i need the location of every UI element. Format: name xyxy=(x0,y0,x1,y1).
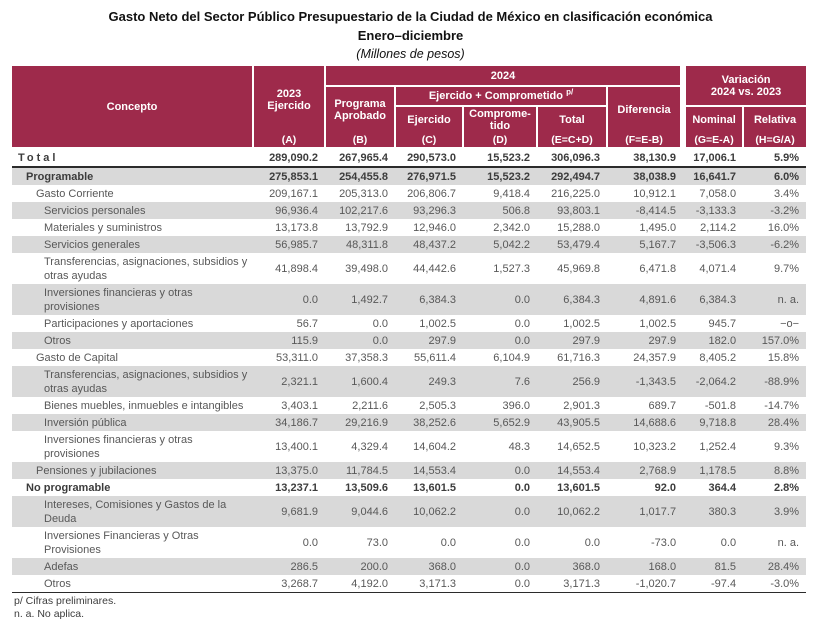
cell-relativa: 9.3% xyxy=(774,440,800,453)
row-label: Programable xyxy=(12,167,253,185)
cell-total: 10,062.2 xyxy=(537,496,607,527)
preliminary-superscript: p/ xyxy=(566,87,574,97)
cell-relativa: 28.4% xyxy=(743,414,806,431)
header-2023-ejercido: 2023 Ejercido xyxy=(253,66,325,133)
cell-nominal: 4,071.4 xyxy=(699,262,737,275)
letter-h: (H=G/A) xyxy=(743,133,806,148)
cell-diferencia: 689.7 xyxy=(648,399,677,412)
table-row xyxy=(12,219,806,236)
cell-programa-aprobado: 13,792.9 xyxy=(345,221,388,234)
cell-comprometido: 396.0 xyxy=(502,399,530,412)
row-label: Intereses, Comisiones y Gastos de la Deuda xyxy=(12,496,253,527)
cell-ejercido: 13,601.5 xyxy=(413,481,456,494)
table-body xyxy=(12,148,806,593)
table-row xyxy=(12,332,806,349)
cell-programa-aprobado: 1,492.7 xyxy=(325,284,395,315)
cell-total: 61,716.3 xyxy=(557,351,600,364)
cell-programa-aprobado: 39,498.0 xyxy=(345,262,388,275)
cell-ejercido: 14,553.4 xyxy=(395,462,463,479)
header-group-2024: 2024 xyxy=(325,66,683,86)
table-row xyxy=(12,558,806,575)
header-programa-aprobado: Programa Aprobado xyxy=(325,86,395,133)
cell-2023-ejercido: 13,237.1 xyxy=(275,481,318,494)
cell-nominal: -3,506.3 xyxy=(683,236,743,253)
cell-diferencia: 10,323.2 xyxy=(633,440,677,453)
cell-nominal: 0.0 xyxy=(720,536,737,549)
cell-diferencia: 6,471.8 xyxy=(639,262,677,275)
cell-comprometido: 0.0 xyxy=(463,496,537,527)
cell-programa-aprobado: 0.0 xyxy=(325,332,395,349)
table-row xyxy=(12,236,806,253)
footnote-preliminary: p/ Cifras preliminares. xyxy=(14,595,117,607)
cell-2023-ejercido: 209,167.1 xyxy=(269,187,318,200)
cell-relativa: -6.2% xyxy=(743,236,806,253)
cell-diferencia: 38,130.9 xyxy=(607,148,683,167)
report-title: Gasto Neto del Sector Público Presupuestario de la Ciudad de México en clasificación económica xyxy=(108,9,713,24)
cell-diferencia: 24,357.9 xyxy=(633,351,677,364)
report-units: (Millones de pesos) xyxy=(356,47,465,61)
header-relativa: Relativa xyxy=(743,106,806,133)
footnote-na: n. a. No aplica. xyxy=(14,608,85,620)
cell-programa-aprobado: 267,965.4 xyxy=(325,148,395,167)
cell-diferencia: 38,038.9 xyxy=(607,167,683,185)
cell-programa-aprobado: 254,455.8 xyxy=(325,167,395,185)
cell-2023-ejercido: 56,985.7 xyxy=(253,236,325,253)
cell-total: 43,905.5 xyxy=(537,414,607,431)
cell-comprometido: 0.0 xyxy=(514,317,530,330)
cell-2023-ejercido: 2,321.1 xyxy=(253,366,325,397)
row-label: Otros xyxy=(12,575,253,593)
cell-total: 256.9 xyxy=(537,366,607,397)
cell-2023-ejercido: 13,375.0 xyxy=(253,462,325,479)
cell-nominal: -2,064.2 xyxy=(683,366,743,397)
cell-2023-ejercido: 275,853.1 xyxy=(253,167,325,185)
cell-relativa: 3.9% xyxy=(743,496,806,527)
cell-programa-aprobado: 4,192.0 xyxy=(325,575,395,593)
cell-diferencia: 168.0 xyxy=(607,558,683,575)
cell-relativa: 15.8% xyxy=(767,351,800,364)
cell-ejercido: 10,062.2 xyxy=(395,496,463,527)
cell-comprometido: 7.6 xyxy=(463,366,537,397)
table-row xyxy=(12,431,806,462)
row-label: Servicios generales xyxy=(12,236,253,253)
header-group-ejercido-comprometido xyxy=(395,86,607,106)
cell-programa-aprobado: 13,509.6 xyxy=(345,481,388,494)
row-label: Bienes muebles, inmuebles e intangibles xyxy=(44,399,244,412)
report-period: Enero–diciembre xyxy=(357,28,464,43)
cell-total: 2,901.3 xyxy=(563,399,600,412)
cell-comprometido: 48.3 xyxy=(508,440,530,453)
budget-table xyxy=(12,66,806,593)
letter-d: (D) xyxy=(463,133,537,148)
cell-2023-ejercido: 9,681.9 xyxy=(253,496,325,527)
cell-2023-ejercido: 41,898.4 xyxy=(275,262,318,275)
table-row xyxy=(12,575,806,593)
letter-f: (F=E-B) xyxy=(607,133,683,148)
cell-relativa: n. a. xyxy=(777,536,800,549)
cell-relativa: -3.2% xyxy=(743,202,806,219)
row-label: Inversiones financieras y otras provisiones xyxy=(12,284,253,315)
cell-diferencia: -8,414.5 xyxy=(607,202,683,219)
cell-programa-aprobado: 1,600.4 xyxy=(325,366,395,397)
row-label: Inversiones financieras y otras provisiones xyxy=(44,433,193,460)
cell-ejercido: 249.3 xyxy=(395,366,463,397)
cell-ejercido: 93,296.3 xyxy=(395,202,463,219)
cell-ejercido: 38,252.6 xyxy=(395,414,463,431)
cell-diferencia: 4,891.6 xyxy=(607,284,683,315)
cell-diferencia: 14,688.6 xyxy=(607,414,683,431)
cell-total: 306,096.3 xyxy=(537,148,607,167)
cell-ejercido: 206,806.7 xyxy=(407,187,456,200)
cell-2023-ejercido: 289,090.2 xyxy=(253,148,325,167)
cell-comprometido: 15,523.2 xyxy=(463,148,537,167)
cell-ejercido: 14,604.2 xyxy=(413,440,456,453)
cell-nominal: 182.0 xyxy=(683,332,743,349)
row-label: Gasto Corriente xyxy=(36,187,114,200)
cell-relativa: 2.8% xyxy=(774,481,800,494)
cell-nominal: 17,006.1 xyxy=(683,148,743,167)
table-row xyxy=(12,148,806,167)
table-row xyxy=(12,185,806,202)
table-row xyxy=(12,284,806,315)
table-row xyxy=(12,366,806,397)
cell-programa-aprobado: 73.0 xyxy=(366,536,388,549)
cell-total: 368.0 xyxy=(537,558,607,575)
cell-relativa: -14.7% xyxy=(764,399,800,412)
cell-nominal: 1,178.5 xyxy=(683,462,743,479)
cell-programa-aprobado: 205,313.0 xyxy=(339,187,388,200)
cell-relativa: −o− xyxy=(780,317,800,330)
cell-nominal: 7,058.0 xyxy=(699,187,737,200)
cell-diferencia: 1,495.0 xyxy=(639,221,677,234)
ejercido-comprometido-label: Ejercido + Comprometido xyxy=(428,90,563,102)
cell-diferencia: -73.0 xyxy=(650,536,677,549)
cell-programa-aprobado: 48,311.8 xyxy=(325,236,395,253)
header-concepto: Concepto xyxy=(12,66,253,148)
cell-diferencia: 2,768.9 xyxy=(607,462,683,479)
variacion-line1: Variación xyxy=(721,73,771,86)
cell-ejercido: 1,002.5 xyxy=(419,317,456,330)
cell-2023-ejercido: 3,268.7 xyxy=(253,575,325,593)
table-row xyxy=(12,253,806,284)
cell-total: 297.9 xyxy=(537,332,607,349)
cell-comprometido: 0.0 xyxy=(514,536,530,549)
cell-programa-aprobado: 102,217.6 xyxy=(325,202,395,219)
title-block xyxy=(0,7,821,63)
table-row xyxy=(12,202,806,219)
cell-programa-aprobado: 4,329.4 xyxy=(351,440,388,453)
cell-2023-ejercido: 13,400.1 xyxy=(275,440,318,453)
cell-total: 93,803.1 xyxy=(537,202,607,219)
cell-relativa: 28.4% xyxy=(743,558,806,575)
cell-comprometido: 506.8 xyxy=(463,202,537,219)
row-label: Inversión pública xyxy=(12,414,253,431)
cell-total: 13,601.5 xyxy=(557,481,600,494)
row-label: Pensiones y jubilaciones xyxy=(12,462,253,479)
cell-ejercido: 6,384.3 xyxy=(395,284,463,315)
cell-ejercido: 0.0 xyxy=(440,536,456,549)
table-row xyxy=(12,349,806,366)
cell-total: 14,652.5 xyxy=(557,440,600,453)
cell-comprometido: 9,418.4 xyxy=(493,187,530,200)
cell-total: 53,479.4 xyxy=(537,236,607,253)
letter-g: (G=E-A) xyxy=(683,133,743,148)
variacion-line2: 2024 vs. 2023 xyxy=(710,85,782,98)
cell-diferencia: 92.0 xyxy=(654,481,677,494)
cell-total: 292,494.7 xyxy=(537,167,607,185)
cell-comprometido: 0.0 xyxy=(463,284,537,315)
cell-ejercido: 276,971.5 xyxy=(395,167,463,185)
row-label: Inversiones Financieras y Otras Provisiones xyxy=(44,529,199,556)
cell-ejercido: 297.9 xyxy=(395,332,463,349)
cell-2023-ejercido: 115.9 xyxy=(253,332,325,349)
cell-nominal: 81.5 xyxy=(683,558,743,575)
cell-total: 1,002.5 xyxy=(563,317,600,330)
cell-ejercido: 12,946.0 xyxy=(413,221,456,234)
cell-programa-aprobado: 2,211.6 xyxy=(352,399,388,412)
row-label: Servicios personales xyxy=(12,202,253,219)
cell-relativa: -3.0% xyxy=(743,575,806,593)
cell-total: 14,553.4 xyxy=(537,462,607,479)
table-header xyxy=(12,66,806,148)
cell-diferencia: 297.9 xyxy=(607,332,683,349)
cell-ejercido: 290,573.0 xyxy=(395,148,463,167)
row-label: Transferencias, asignaciones, subsidios y otras ayudas xyxy=(44,255,248,282)
cell-2023-ejercido: 53,311.0 xyxy=(275,351,318,364)
row-label: No programable xyxy=(26,481,111,494)
cell-diferencia: 5,167.7 xyxy=(607,236,683,253)
cell-nominal: -3,133.3 xyxy=(683,202,743,219)
cell-nominal: 2,114.2 xyxy=(700,221,737,234)
header-total: Total xyxy=(537,106,607,133)
cell-programa-aprobado: 9,044.6 xyxy=(325,496,395,527)
cell-2023-ejercido: 34,186.7 xyxy=(253,414,325,431)
cell-comprometido: 0.0 xyxy=(463,558,537,575)
cell-2023-ejercido: 56.7 xyxy=(296,317,318,330)
table-row xyxy=(12,414,806,431)
cell-2023-ejercido: 96,936.4 xyxy=(253,202,325,219)
cell-2023-ejercido: 3,403.1 xyxy=(281,399,318,412)
cell-relativa: 8.8% xyxy=(743,462,806,479)
cell-relativa: 3.4% xyxy=(774,187,800,200)
cell-programa-aprobado: 0.0 xyxy=(372,317,388,330)
cell-relativa: 5.9% xyxy=(743,148,806,167)
cell-diferencia: -1,343.5 xyxy=(607,366,683,397)
cell-diferencia: 10,912.1 xyxy=(633,187,677,200)
cell-nominal: 380.3 xyxy=(683,496,743,527)
cell-nominal: 945.7 xyxy=(708,317,737,330)
row-label: Participaciones y aportaciones xyxy=(44,317,194,330)
cell-nominal: 8,405.2 xyxy=(699,351,737,364)
cell-nominal: -501.8 xyxy=(704,399,737,412)
row-label: Adefas xyxy=(12,558,253,575)
table-row xyxy=(12,496,806,527)
row-label: Transferencias, asignaciones, subsidios y otras ayudas xyxy=(12,366,253,397)
cell-programa-aprobado: 37,358.3 xyxy=(345,351,388,364)
cell-total: 15,288.0 xyxy=(557,221,600,234)
cell-ejercido: 55,611.4 xyxy=(413,351,456,364)
cell-comprometido: 0.0 xyxy=(463,462,537,479)
cell-relativa: 6.0% xyxy=(743,167,806,185)
header-group-variacion xyxy=(683,66,806,106)
cell-diferencia: -1,020.7 xyxy=(607,575,683,593)
cell-nominal: 364.4 xyxy=(708,481,737,494)
cell-total: 6,384.3 xyxy=(537,284,607,315)
cell-programa-aprobado: 200.0 xyxy=(325,558,395,575)
cell-2023-ejercido: 0.0 xyxy=(302,536,318,549)
letter-c: (C) xyxy=(395,133,463,148)
letter-e: (E=C+D) xyxy=(537,133,607,148)
cell-total: 45,969.8 xyxy=(557,262,600,275)
cell-comprometido: 2,342.0 xyxy=(493,221,530,234)
cell-ejercido: 48,437.2 xyxy=(395,236,463,253)
table-row xyxy=(12,462,806,479)
cell-ejercido: 368.0 xyxy=(395,558,463,575)
row-label: Gasto de Capital xyxy=(36,351,118,364)
header-diferencia: Diferencia xyxy=(607,86,683,133)
cell-programa-aprobado: 29,216.9 xyxy=(325,414,395,431)
table-row xyxy=(12,397,806,414)
cell-comprometido: 0.0 xyxy=(463,575,537,593)
cell-comprometido: 0.0 xyxy=(514,481,530,494)
footnotes xyxy=(14,595,821,621)
header-nominal: Nominal xyxy=(683,106,743,133)
cell-comprometido: 15,523.2 xyxy=(463,167,537,185)
letter-b: (B) xyxy=(325,133,395,148)
cell-nominal: -97.4 xyxy=(683,575,743,593)
cell-nominal: 6,384.3 xyxy=(683,284,743,315)
cell-nominal: 16,641.7 xyxy=(683,167,743,185)
cell-relativa: -88.9% xyxy=(743,366,806,397)
cell-total: 0.0 xyxy=(584,536,600,549)
table-row xyxy=(12,527,806,558)
table-row xyxy=(12,315,806,332)
cell-nominal: 1,252.4 xyxy=(699,440,737,453)
row-label: Materiales y suministros xyxy=(44,221,162,234)
row-label: Otros xyxy=(12,332,253,349)
cell-ejercido: 3,171.3 xyxy=(395,575,463,593)
cell-diferencia: 1,017.7 xyxy=(607,496,683,527)
table-row xyxy=(12,479,806,496)
cell-nominal: 9,718.8 xyxy=(683,414,743,431)
cell-total: 216,225.0 xyxy=(551,187,600,200)
header-ejercido: Ejercido xyxy=(395,106,463,133)
cell-2023-ejercido: 286.5 xyxy=(253,558,325,575)
table-row xyxy=(12,167,806,185)
cell-total: 3,171.3 xyxy=(537,575,607,593)
cell-comprometido: 0.0 xyxy=(463,332,537,349)
row-label: Total xyxy=(12,148,253,167)
header-comprometido: Comprome-tido xyxy=(463,106,537,133)
cell-2023-ejercido: 0.0 xyxy=(253,284,325,315)
cell-relativa: 157.0% xyxy=(743,332,806,349)
cell-comprometido: 6,104.9 xyxy=(493,351,530,364)
cell-ejercido: 44,442.6 xyxy=(413,262,456,275)
cell-ejercido: 2,505.3 xyxy=(419,399,456,412)
cell-diferencia: 1,002.5 xyxy=(639,317,677,330)
letter-a: (A) xyxy=(253,133,325,148)
cell-comprometido: 5,042.2 xyxy=(463,236,537,253)
cell-2023-ejercido: 13,173.8 xyxy=(275,221,318,234)
cell-relativa: 9.7% xyxy=(774,262,800,275)
cell-programa-aprobado: 11,784.5 xyxy=(325,462,395,479)
cell-comprometido: 1,527.3 xyxy=(493,262,530,275)
cell-relativa: 16.0% xyxy=(767,221,800,234)
cell-comprometido: 5,652.9 xyxy=(463,414,537,431)
cell-relativa: n. a. xyxy=(743,284,806,315)
